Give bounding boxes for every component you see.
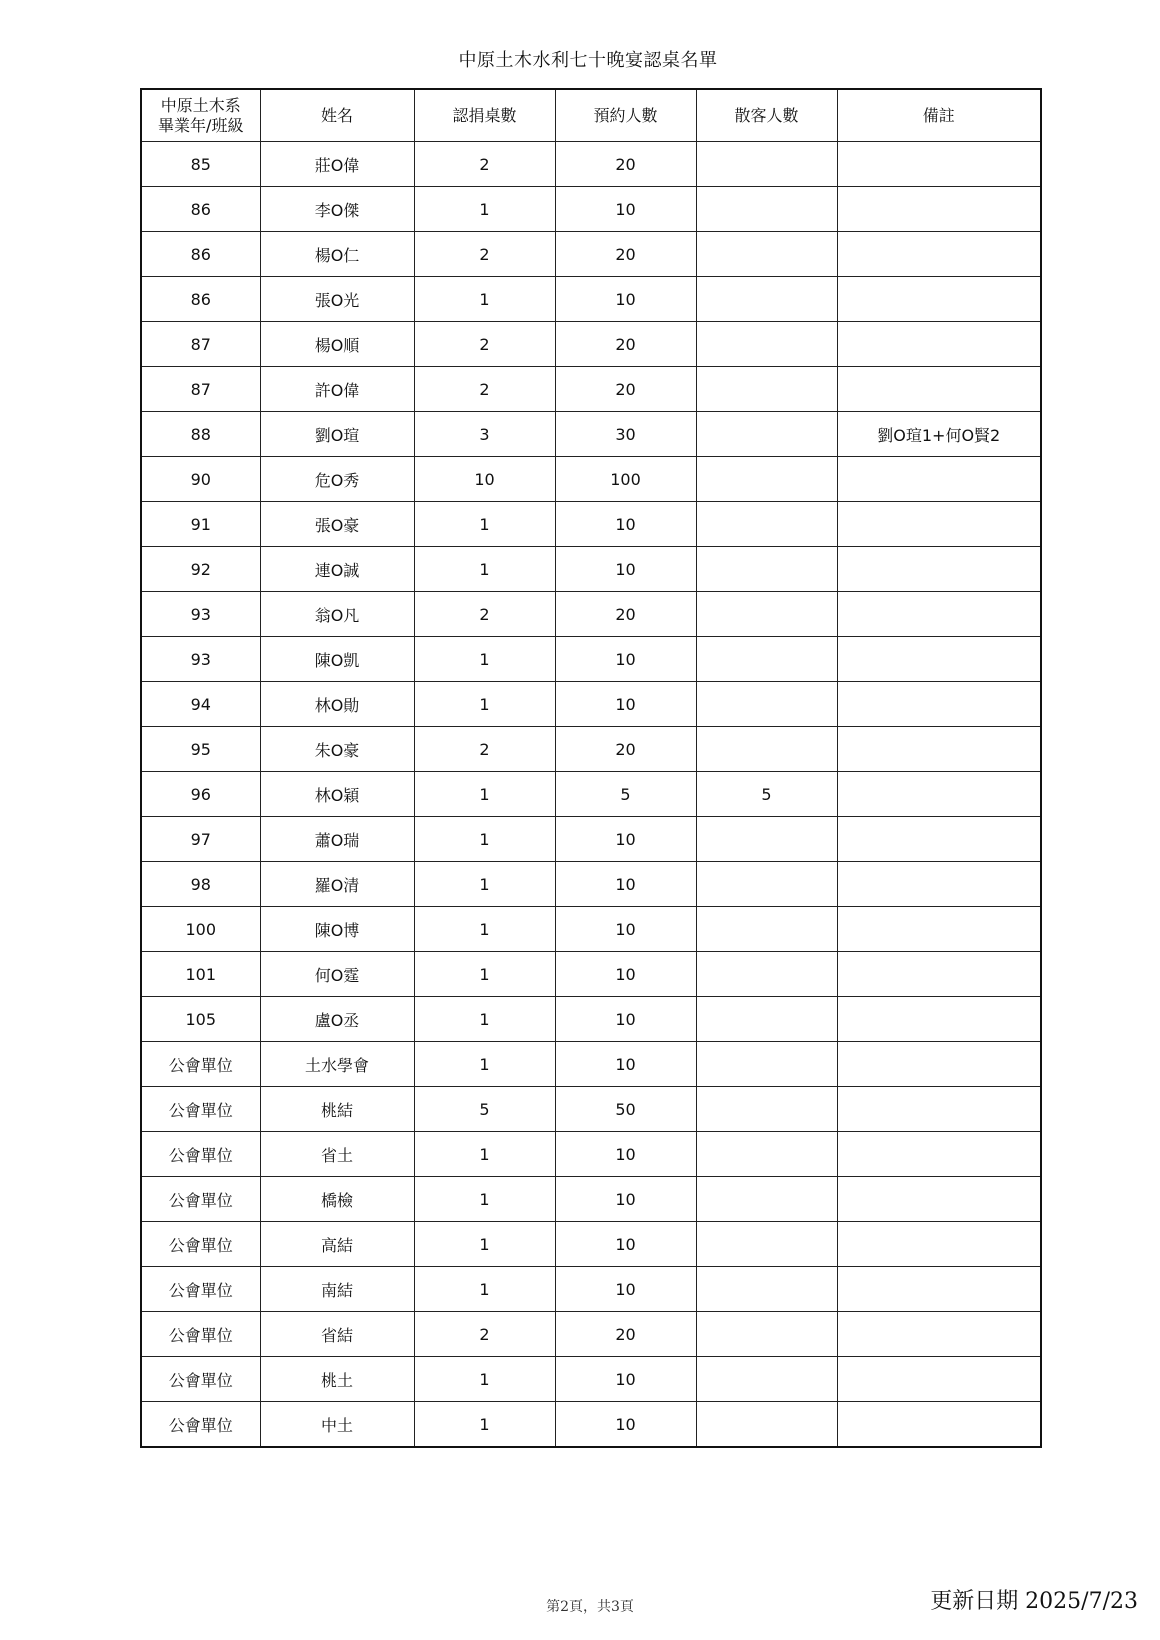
cell-tables: 3 xyxy=(414,412,555,457)
table-row xyxy=(141,412,1041,457)
cell-tables: 2 xyxy=(414,367,555,412)
cell-reserved: 10 xyxy=(555,1267,696,1312)
header-tables: 認捐桌數 xyxy=(414,89,555,142)
table-row xyxy=(141,457,1041,502)
cell-year: 公會單位 xyxy=(141,1357,260,1402)
cell-year: 98 xyxy=(141,862,260,907)
cell-year: 93 xyxy=(141,592,260,637)
cell-walkin xyxy=(696,727,837,772)
table-row xyxy=(141,637,1041,682)
cell-tables: 2 xyxy=(414,1312,555,1357)
cell-walkin xyxy=(696,457,837,502)
table-row xyxy=(141,1087,1041,1132)
cell-name: 張O光 xyxy=(260,277,414,322)
cell-walkin: 5 xyxy=(696,772,837,817)
table-row xyxy=(141,1357,1041,1402)
cell-name: 劉O瑄 xyxy=(260,412,414,457)
cell-tables: 2 xyxy=(414,322,555,367)
cell-name: 莊O偉 xyxy=(260,142,414,187)
page-number: 第2頁，共3頁 xyxy=(546,1599,634,1615)
cell-name: 高結 xyxy=(260,1222,414,1267)
cell-walkin xyxy=(696,1267,837,1312)
cell-year: 公會單位 xyxy=(141,1312,260,1357)
cell-year: 公會單位 xyxy=(141,1222,260,1267)
cell-tables: 1 xyxy=(414,637,555,682)
cell-walkin xyxy=(696,637,837,682)
cell-note xyxy=(837,142,1041,187)
cell-year: 公會單位 xyxy=(141,1402,260,1448)
cell-note xyxy=(837,1087,1041,1132)
cell-year: 86 xyxy=(141,232,260,277)
cell-reserved: 20 xyxy=(555,142,696,187)
cell-note xyxy=(837,1222,1041,1267)
table-row xyxy=(141,1042,1041,1087)
table-row xyxy=(141,817,1041,862)
cell-note xyxy=(837,1402,1041,1448)
cell-tables: 1 xyxy=(414,772,555,817)
table-row xyxy=(141,1222,1041,1267)
cell-note xyxy=(837,277,1041,322)
cell-tables: 1 xyxy=(414,277,555,322)
cell-walkin xyxy=(696,592,837,637)
cell-note xyxy=(837,187,1041,232)
cell-name: 許O偉 xyxy=(260,367,414,412)
cell-year: 91 xyxy=(141,502,260,547)
table-row xyxy=(141,952,1041,997)
cell-note xyxy=(837,997,1041,1042)
table-row xyxy=(141,862,1041,907)
cell-tables: 1 xyxy=(414,1042,555,1087)
cell-name: 盧O丞 xyxy=(260,997,414,1042)
cell-reserved: 5 xyxy=(555,772,696,817)
table-row xyxy=(141,772,1041,817)
cell-tables: 1 xyxy=(414,1267,555,1312)
cell-walkin xyxy=(696,367,837,412)
table-row xyxy=(141,322,1041,367)
cell-tables: 1 xyxy=(414,817,555,862)
cell-note xyxy=(837,682,1041,727)
cell-reserved: 20 xyxy=(555,592,696,637)
cell-reserved: 10 xyxy=(555,1222,696,1267)
cell-walkin xyxy=(696,682,837,727)
cell-year: 94 xyxy=(141,682,260,727)
cell-name: 朱O豪 xyxy=(260,727,414,772)
table-row xyxy=(141,592,1041,637)
cell-walkin xyxy=(696,817,837,862)
header-year-class xyxy=(141,89,260,142)
cell-tables: 2 xyxy=(414,592,555,637)
cell-reserved: 10 xyxy=(555,1177,696,1222)
table-row xyxy=(141,1177,1041,1222)
cell-year: 87 xyxy=(141,322,260,367)
cell-year: 100 xyxy=(141,907,260,952)
table-row xyxy=(141,187,1041,232)
cell-name: 何O霆 xyxy=(260,952,414,997)
cell-note xyxy=(837,1357,1041,1402)
table-row xyxy=(141,367,1041,412)
table-row xyxy=(141,277,1041,322)
cell-name: 連O誠 xyxy=(260,547,414,592)
cell-name: 土水學會 xyxy=(260,1042,414,1087)
cell-tables: 1 xyxy=(414,502,555,547)
cell-reserved: 10 xyxy=(555,682,696,727)
table-row xyxy=(141,142,1041,187)
table-row xyxy=(141,997,1041,1042)
cell-walkin xyxy=(696,907,837,952)
cell-name: 橋檢 xyxy=(260,1177,414,1222)
cell-note xyxy=(837,367,1041,412)
cell-note xyxy=(837,637,1041,682)
cell-year: 86 xyxy=(141,187,260,232)
cell-tables: 2 xyxy=(414,727,555,772)
cell-note xyxy=(837,817,1041,862)
cell-year: 96 xyxy=(141,772,260,817)
cell-reserved: 10 xyxy=(555,817,696,862)
cell-tables: 2 xyxy=(414,142,555,187)
cell-year: 公會單位 xyxy=(141,1177,260,1222)
header-name: 姓名 xyxy=(260,89,414,142)
cell-name: 中土 xyxy=(260,1402,414,1448)
cell-reserved: 20 xyxy=(555,232,696,277)
cell-year: 101 xyxy=(141,952,260,997)
cell-walkin xyxy=(696,277,837,322)
cell-reserved: 50 xyxy=(555,1087,696,1132)
cell-note xyxy=(837,1177,1041,1222)
cell-year: 95 xyxy=(141,727,260,772)
cell-name: 陳O凱 xyxy=(260,637,414,682)
cell-walkin xyxy=(696,1177,837,1222)
cell-year: 90 xyxy=(141,457,260,502)
cell-walkin xyxy=(696,1132,837,1177)
cell-walkin xyxy=(696,1312,837,1357)
table-row xyxy=(141,502,1041,547)
cell-note xyxy=(837,1312,1041,1357)
cell-note xyxy=(837,502,1041,547)
cell-walkin xyxy=(696,1222,837,1267)
cell-year: 公會單位 xyxy=(141,1267,260,1312)
cell-tables: 1 xyxy=(414,1402,555,1448)
table-row xyxy=(141,1402,1041,1448)
table-row xyxy=(141,1132,1041,1177)
cell-year: 105 xyxy=(141,997,260,1042)
cell-note xyxy=(837,592,1041,637)
cell-name: 張O豪 xyxy=(260,502,414,547)
table-row xyxy=(141,907,1041,952)
cell-name: 危O秀 xyxy=(260,457,414,502)
cell-walkin xyxy=(696,1087,837,1132)
cell-reserved: 20 xyxy=(555,322,696,367)
cell-note xyxy=(837,727,1041,772)
cell-tables: 1 xyxy=(414,1177,555,1222)
cell-reserved: 10 xyxy=(555,1357,696,1402)
cell-walkin xyxy=(696,412,837,457)
table-body xyxy=(141,142,1041,1448)
cell-note xyxy=(837,952,1041,997)
cell-tables: 1 xyxy=(414,682,555,727)
cell-note xyxy=(837,1267,1041,1312)
cell-reserved: 10 xyxy=(555,1402,696,1448)
donation-table xyxy=(140,88,1042,1448)
cell-note xyxy=(837,457,1041,502)
cell-note xyxy=(837,772,1041,817)
cell-tables: 1 xyxy=(414,907,555,952)
cell-tables: 1 xyxy=(414,187,555,232)
cell-reserved: 100 xyxy=(555,457,696,502)
cell-reserved: 10 xyxy=(555,862,696,907)
cell-reserved: 20 xyxy=(555,1312,696,1357)
cell-name: 李O傑 xyxy=(260,187,414,232)
cell-note xyxy=(837,862,1041,907)
cell-year: 88 xyxy=(141,412,260,457)
cell-reserved: 10 xyxy=(555,277,696,322)
cell-reserved: 10 xyxy=(555,637,696,682)
cell-walkin xyxy=(696,322,837,367)
cell-walkin xyxy=(696,862,837,907)
cell-tables: 1 xyxy=(414,997,555,1042)
header-year-line1: 中原土木系 xyxy=(160,95,241,115)
cell-walkin xyxy=(696,547,837,592)
cell-walkin xyxy=(696,1042,837,1087)
cell-name: 楊O順 xyxy=(260,322,414,367)
cell-reserved: 20 xyxy=(555,367,696,412)
header-year-line2: 畢業年/班級 xyxy=(158,115,244,135)
cell-name: 羅O清 xyxy=(260,862,414,907)
cell-name: 省土 xyxy=(260,1132,414,1177)
cell-note xyxy=(837,1132,1041,1177)
header-note: 備註 xyxy=(837,89,1041,142)
table-row xyxy=(141,727,1041,772)
document-title: 中原土木水利七十晚宴認桌名單 xyxy=(458,50,718,71)
header-reserved: 預約人數 xyxy=(555,89,696,142)
cell-note xyxy=(837,322,1041,367)
cell-tables: 1 xyxy=(414,952,555,997)
cell-year: 公會單位 xyxy=(141,1132,260,1177)
cell-reserved: 10 xyxy=(555,187,696,232)
table-header-row xyxy=(141,89,1041,142)
table-row xyxy=(141,1312,1041,1357)
cell-name: 桃土 xyxy=(260,1357,414,1402)
cell-reserved: 10 xyxy=(555,502,696,547)
cell-reserved: 30 xyxy=(555,412,696,457)
cell-walkin xyxy=(696,997,837,1042)
table-row xyxy=(141,1267,1041,1312)
cell-walkin xyxy=(696,502,837,547)
table-row xyxy=(141,547,1041,592)
cell-year: 92 xyxy=(141,547,260,592)
cell-year: 86 xyxy=(141,277,260,322)
cell-name: 楊O仁 xyxy=(260,232,414,277)
cell-reserved: 10 xyxy=(555,547,696,592)
cell-name: 林O穎 xyxy=(260,772,414,817)
cell-year: 公會單位 xyxy=(141,1087,260,1132)
cell-name: 翁O凡 xyxy=(260,592,414,637)
cell-reserved: 20 xyxy=(555,727,696,772)
cell-year: 85 xyxy=(141,142,260,187)
cell-name: 蕭O瑞 xyxy=(260,817,414,862)
cell-year: 87 xyxy=(141,367,260,412)
cell-note: 劉O瑄1+何O賢2 xyxy=(837,412,1041,457)
table-row xyxy=(141,682,1041,727)
cell-reserved: 10 xyxy=(555,997,696,1042)
cell-reserved: 10 xyxy=(555,1132,696,1177)
cell-walkin xyxy=(696,187,837,232)
cell-name: 省結 xyxy=(260,1312,414,1357)
cell-note xyxy=(837,907,1041,952)
cell-tables: 1 xyxy=(414,547,555,592)
cell-name: 陳O博 xyxy=(260,907,414,952)
cell-walkin xyxy=(696,1357,837,1402)
cell-walkin xyxy=(696,952,837,997)
cell-tables: 5 xyxy=(414,1087,555,1132)
cell-year: 93 xyxy=(141,637,260,682)
cell-tables: 2 xyxy=(414,232,555,277)
cell-year: 公會單位 xyxy=(141,1042,260,1087)
cell-tables: 10 xyxy=(414,457,555,502)
cell-reserved: 10 xyxy=(555,1042,696,1087)
cell-tables: 1 xyxy=(414,1132,555,1177)
table-row xyxy=(141,232,1041,277)
cell-walkin xyxy=(696,142,837,187)
cell-name: 南結 xyxy=(260,1267,414,1312)
cell-note xyxy=(837,547,1041,592)
cell-year: 97 xyxy=(141,817,260,862)
cell-name: 桃結 xyxy=(260,1087,414,1132)
cell-reserved: 10 xyxy=(555,907,696,952)
update-date: 更新日期 2025/7/23 xyxy=(930,1589,1138,1614)
header-walkin: 散客人數 xyxy=(696,89,837,142)
cell-reserved: 10 xyxy=(555,952,696,997)
cell-walkin xyxy=(696,1402,837,1448)
cell-tables: 1 xyxy=(414,862,555,907)
cell-walkin xyxy=(696,232,837,277)
cell-name: 林O勛 xyxy=(260,682,414,727)
cell-tables: 1 xyxy=(414,1357,555,1402)
cell-note xyxy=(837,232,1041,277)
cell-tables: 1 xyxy=(414,1222,555,1267)
cell-note xyxy=(837,1042,1041,1087)
